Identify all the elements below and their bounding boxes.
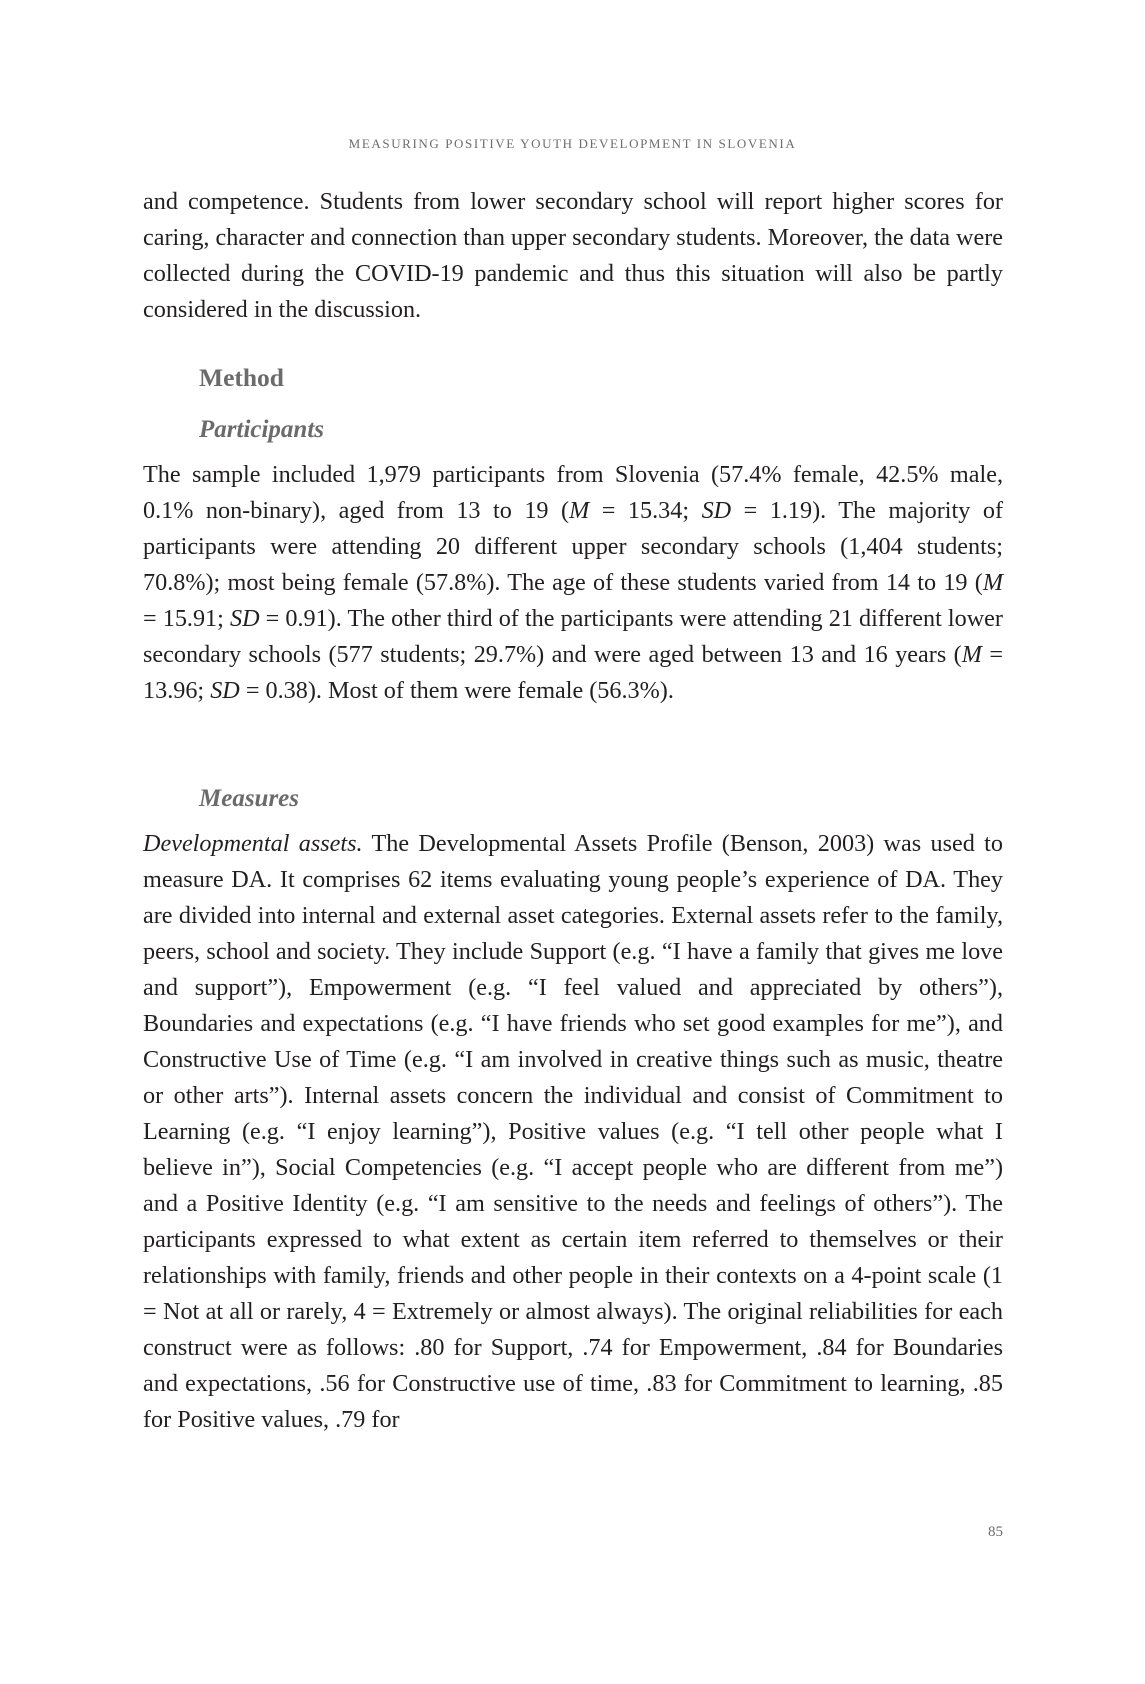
method-heading: Method [199,363,284,392]
participants-text: = 0.38). Most of them were female (56.3%). [239,677,674,704]
run-in-heading: Developmental assets. [143,830,363,857]
participants-text: = 1.19). The majority of participants were attending 20 different upper secondary schools (1,404 students; 70.8%); most being female (57.8%). The age of these students varied from 14 to 19 ( [143,497,1003,596]
participants-text: = 15.91; [143,605,230,632]
page-number: 85 [988,1524,1003,1540]
stat-sd-label: SD [701,497,732,524]
participants-text: = 13.96; [143,641,1003,704]
stat-mean-label: M [982,569,1003,596]
measures-block [143,826,1003,1438]
measures-paragraph [143,826,1003,1438]
stat-sd-label: SD [210,677,240,704]
running-header: MEASURING POSITIVE YOUTH DEVELOPMENT IN SLOVENIA [348,136,797,151]
stat-mean-label: M [961,641,982,668]
stat-mean-label: M [569,497,590,524]
measures-heading: Measures [199,785,300,812]
participants-block [143,457,1003,709]
participants-text: The sample included 1,979 participants from Slovenia (57.4% female, 42.5% male, 0.1% non-binary), aged from 13 to 19 ( [143,461,1003,524]
participants-text: = 15.34; [589,497,702,524]
intro-paragraph: and competence. Students from lower secondary school will report higher scores for caring, character and connection than upper secondary students. Moreover, the data were collected during the COVID-19 pandemic and thus this situation will also be partly considered in the discussion. [143,188,1004,323]
participants-paragraph [143,457,1003,709]
participants-heading: Participants [199,416,325,443]
measures-text: The Developmental Assets Profile (Benson, 2003) was used to measure DA. It comprises 62 items evaluating young people’s experience of DA. They are divided into internal and external asset categories. External assets refer to the family, peers, school and society. They include Support (e.g. “I have a family that gives me love and support”), Empowerment (e.g. “I feel valued and appreciated by others”), Boundaries and expectations (e.g. “I have friends who set good examples for me”), and Constructive Use of Time (e.g. “I am involved in creative things such as music, theatre or other arts”). Internal assets concern the individual and consist of Commitment to Learning (e.g. “I enjoy learning”), Positive values (e.g. “I tell other people what I believe in”), Social Competencies (e.g. “I accept people who are different from me”) and a Positive Identity (e.g. “I am sensitive to the needs and feelings of others”). The participants expressed to what extent as certain item referred to themselves or their relationships with family, friends and other people in their contexts on a 4-point scale (1 = Not at all or rarely, 4 = Extremely or almost always). The original reliabilities for each construct were as follows: .80 for Support, .74 for Empowerment, .84 for Boundaries and expectations, .56 for Constructive use of time, .83 for Commitment to learning, .85 for Positive values, .79 for [143,830,1003,1433]
participants-text: = 0.91). The other third of the participants were attending 21 different lower secondary schools (577 students; 29.7%) and were aged between 13 and 16 years ( [143,605,1003,668]
intro-block [143,184,1003,328]
stat-sd-label: SD [229,605,260,632]
